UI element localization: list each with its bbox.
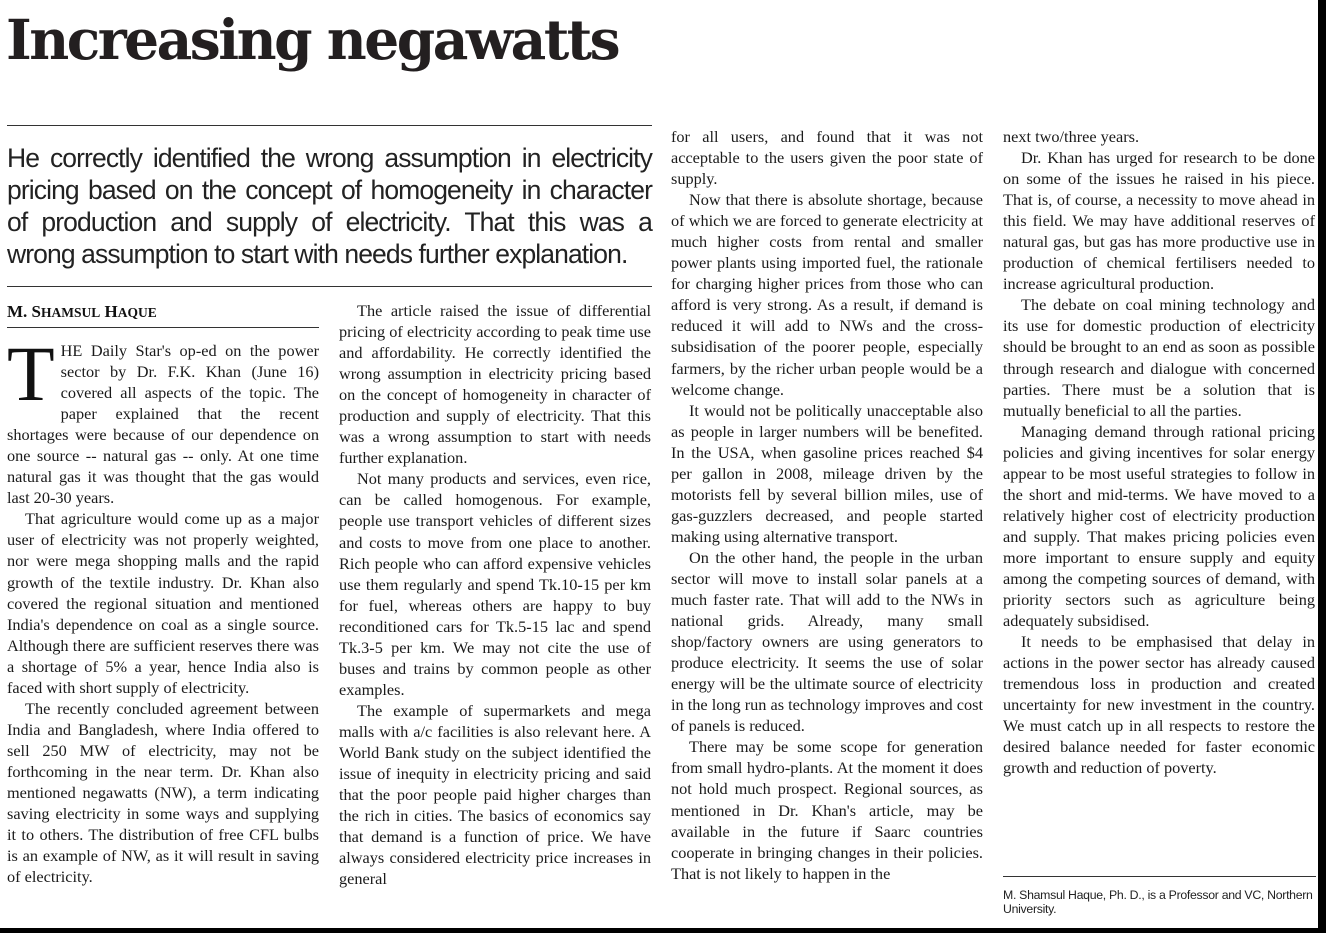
col2-paragraph-3: The example of supermarkets and mega malls with a/c facilities is also relevant here. A World Bank study on the subject identified the issue of inequity in electricity pricing and said that the poor people paid higher charges than the rich in cities. The basics of economics say that demand is a function of price. We have always considered electricity price increases in general [339,700,651,889]
col4-paragraph-3: Managing demand through rational pricing policies and giving incentives for solar energy appear to be most useful strategies to follow in the short and mid-terms. We have moved to a relatively higher cost of electricity production and supply. That makes pricing policies even more important to ensure supply and equity among the competing sources of demand, with priority sectors such as agriculture being adequately subsidised. [1003,421,1315,631]
col1-p1-text: Daily Star's op-ed on the power sector by Dr. F.K. Khan (June 16) covered all aspects of the topic. The paper explained that the recent shortages were because of our dependence on one source -- natural gas -- only. At one time natural gas it was thought that the gas would last 20-30 years. [7,341,319,508]
col3-paragraph-1: Now that there is absolute shortage, because of which we are forced to generate electricity at much higher costs from rental and smaller power plants using imported fuel, the rationale for charging higher prices from those who can afford is very strong. As a result, if demand is reduced it will add to NWs and the cross-subsidisation of the poorer people, especially farmers, by the richer urban people would be a welcome change. [671,190,983,399]
col1-paragraph-1 [7,330,319,508]
col1-paragraph-2: That agriculture would come up as a major user of electricity was not properly weighted, nor were mega shopping malls and the rapid growth of the textile industry. Dr. Khan also covered the regional situation and mentioned India's dependence on coal as a single source. Although there are sufficient reserves there was a shortage of 5% a year, hence India also is faced with short supply of electricity. [7,509,319,697]
col4-paragraph-0: next two/three years. [1003,127,1140,146]
footnote-rule [1003,876,1316,877]
col3-paragraph-2: It would not be politically unacceptable also as people in larger numbers will be benefited. In the USA, when gasoline prices reached $4 per gallon in 2008, mileage driven by the motorists fell by several billion miles, use of gas-guzzlers decreased, and people started making using alternative transport. [671,400,983,546]
right-edge-border [1318,0,1326,933]
col2-paragraph-1: The article raised the issue of differential pricing of electricity according to peak time use and affordability. He correctly identified the wrong assumption in electricity pricing based on the concept of homogeneity in character of production and supply of electricity. That this was a wrong assumption to start with needs further explanation. [339,301,651,468]
col1-lead-caps: HE [60,341,83,360]
column-2 [339,300,651,889]
deck-bottom-rule [7,286,652,287]
bottom-edge-border [0,928,1326,933]
column-4 [1003,126,1315,778]
column-3 [671,126,983,884]
col1-paragraph-3: The recently concluded agreement between India and Bangladesh, where India offered to sell 250 MW of electricity, may not be forthcoming in the near term. Dr. Khan also mentioned negawatts (NW), a term indicating saving electricity in some ways and supplying it to others. The distribution of free CFL bulbs is an example of NW, as it will result in saving of electricity. [7,698,319,887]
author-note: M. Shamsul Haque, Ph. D., is a Professor and VC, Northern University. [1003,888,1313,916]
drop-cap: T [7,330,55,417]
col4-paragraph-1: Dr. Khan has urged for research to be done on some of the issues he raised in his piece. That is, of course, a necessity to move ahead in this field. We may have additional reserves of natural gas, but gas has more productive use in production of chemical fertilisers needed to increase agricultural production. [1003,148,1315,294]
byline-rule [7,327,319,328]
col2-paragraph-2: Not many products and services, even rice, can be called homogenous. For example, people use transport vehicles of different sizes and costs to move from one place to another. Rich people who can afford expensive vehicles use them regularly and spend Tk.10-15 per km for fuel, whereas others are happy to buy reconditioned cars for Tk.5-15 lac and spend Tk.3-5 per km. We may not cite the use of buses and trains by common people as other examples. [339,469,651,699]
col3-paragraph-0: for all users, and found that it was not acceptable to the users given the poor state of supply. [671,127,983,189]
headline: Increasing negawatts [6,7,619,72]
byline-space: H [100,302,118,321]
byline-last-rest: AQUE [117,305,157,320]
deck-pullquote: He correctly identified the wrong assumption in electricity pricing based on the concept of homogeneity in character of production and supply of electricity. That this was a wrong assumption to start with needs further explanation. [7,143,652,269]
col3-paragraph-4: There may be some scope for generation from small hydro-plants. At the moment it does not hold much prospect. Regional sources, as mentioned in Dr. Khan's article, may be available in the future if Saarc countries cooperate in bringing changes in their policies. That is not likely to happen in the [671,737,983,883]
column-1 [7,330,319,887]
deck-top-rule [7,125,652,126]
col4-paragraph-4: It needs to be emphasised that delay in actions in the power sector has already caused tremendous loss in production and created uncertainty for new investment in the country. We must catch up in all respects to restore the desired balance needed for faster economic growth and reduction of poverty. [1003,632,1315,778]
byline-first-rest: HAMSUL [41,305,101,320]
byline-initial: M. S [7,302,41,321]
byline [7,302,157,322]
col3-paragraph-3: On the other hand, the people in the urban sector will move to install solar panels at a much faster rate. That will add to the NWs in national grids. Already, many small shop/factory owners are using generators to produce electricity. It seems the use of solar energy will be the ultimate source of electricity in the long run as technology improves and cost of panels is reduced. [671,547,983,736]
col4-paragraph-2: The debate on coal mining technology and its use for domestic production of electricity should be brought to an end as soon as possible through research and dialogue with concerned parties. There must be a solution that is mutually beneficial to all the parties. [1003,295,1315,420]
